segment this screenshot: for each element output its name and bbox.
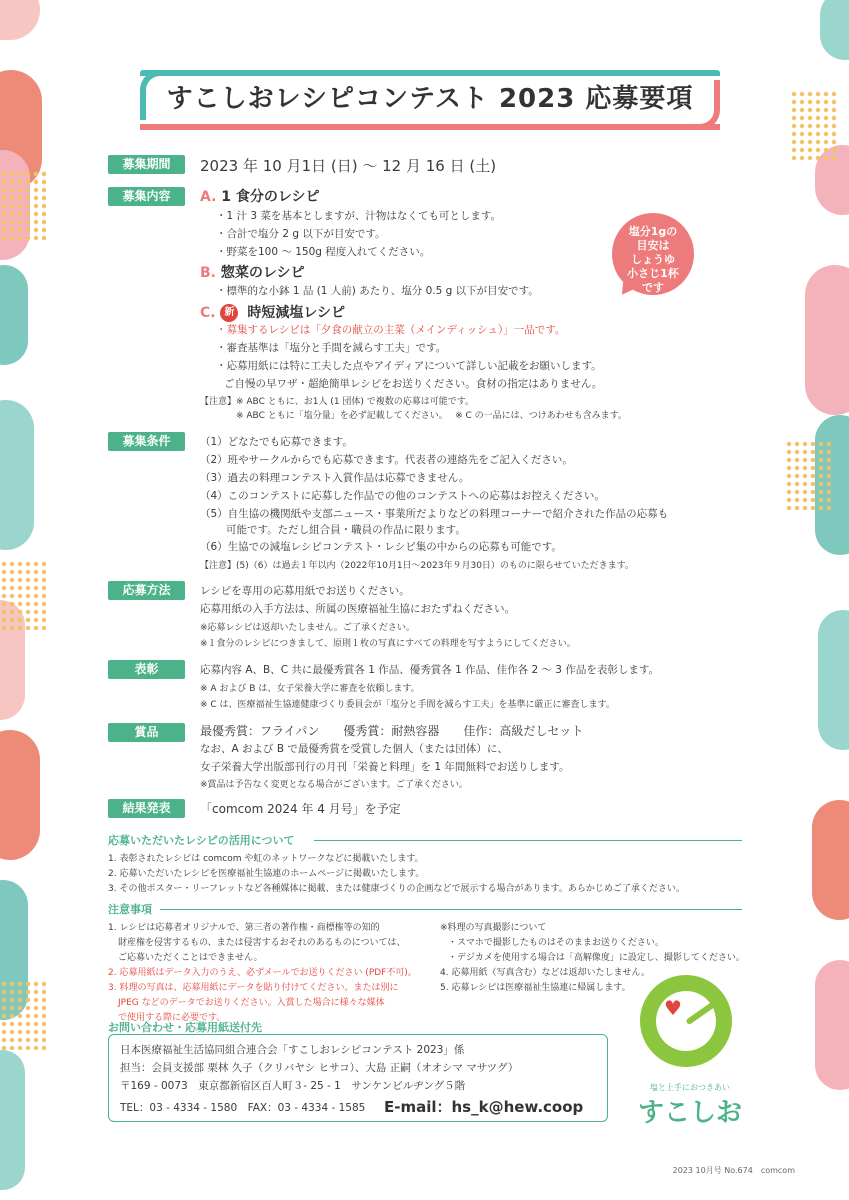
condition-item: （6）生協での減塩レシピコンテスト・レシピ集の中からの応募も可能です。: [200, 541, 562, 553]
category-c-item: ・応募用紙には特に工夫した点やアイディアについて詳しい記載をお願いします。: [216, 360, 602, 372]
caution-left-item: 2. 応募用紙はデータ入力のうえ、必ずメールでお送りください (PDF不可)。: [108, 968, 417, 978]
bubble-line: 塩分1gの: [628, 225, 678, 238]
prize-note: ※賞品は予告なく変更となる場合がございます。ご了承ください。: [200, 780, 468, 790]
decor-dots: [0, 170, 46, 240]
decor-blob: [812, 800, 849, 920]
caution-left-item: ご応募いただくことはできません。: [118, 953, 263, 963]
salt-tip-bubble: [612, 213, 694, 295]
new-badge: 新: [220, 304, 238, 322]
category-c-title: 時短減塩レシピ: [247, 305, 345, 321]
period-text: 2023 年 10 月1日 (日) ～ 12 月 16 日 (土): [200, 157, 497, 175]
section-label-prize: 賞品: [108, 723, 185, 742]
category-c-letter: C.: [200, 305, 216, 321]
caution-heading: 注意事項: [108, 903, 152, 916]
caution-left-item: 1. レシピは応募者オリジナルで、第三者の著作権・商標権等の知的: [108, 923, 380, 933]
award-line: 応募内容 A、B、C 共に最優秀賞各 1 作品、優秀賞各 1 作品、佳作各 2 ～ 3 作品を表彰します。: [200, 664, 659, 676]
decor-blob: [818, 610, 849, 750]
prize-line: 最優秀賞：フライパン 優秀賞：耐熱容器 佳作：高級だしセット: [200, 724, 584, 738]
category-c-heading: [200, 302, 345, 322]
category-a-heading: [200, 186, 320, 206]
caution-right-item: ※料理の写真撮影について: [440, 923, 547, 933]
category-c-item: ・募集するレシピは「夕食の献立の主菜（メインディッシュ）」一品です。: [216, 324, 566, 336]
bubble-line: 小さじ1杯: [627, 267, 679, 280]
logo-name: すこしお: [637, 1098, 742, 1128]
title-frame: [140, 70, 720, 130]
contact-email[interactable]: E-mail：hs_k@hew.coop: [384, 1098, 584, 1116]
contact-phone: TEL：03 - 4334 - 1580 FAX：03 - 4334 - 1585: [120, 1102, 366, 1114]
contact-address: 〒169 - 0073 東京都新宿区百人町３- 25 - 1 サンケンビルヂング５階: [120, 1080, 466, 1092]
category-a-item: ・野菜を100 ～ 150g 程度入れてください。: [216, 246, 431, 258]
category-c-item: ・審査基準は「塩分と手間を減らす工夫」です。: [216, 342, 447, 354]
prize-line: 女子栄養大学出版部刊行の月刊「栄養と料理」を 1 年間無料でお送りします。: [200, 761, 570, 773]
method-note: ※応募レシピは返却いたしません。ご了承ください。: [200, 623, 415, 633]
conditions-note: 【注意】(5)（6）は過去１年以内（2022年10月1日～2023年９月30日）のものに限らせていただきます。: [200, 561, 634, 571]
method-line: レシピを専用の応募用紙でお送りください。: [200, 585, 410, 597]
caution-right-item: 4. 応募用紙（写真含む）などは返却いたしません。: [440, 968, 650, 978]
category-a-letter: A.: [200, 189, 217, 205]
caution-right-item: ・デジカメを使用する場合は「高解像度」に設定し、撮影してください。: [448, 953, 745, 963]
caution-right-item: ・スマホで撮影したものはそのままお送りください。: [448, 938, 664, 948]
method-line: 応募用紙の入手方法は、所属の医療福祉生協におたずねください。: [200, 603, 515, 615]
method-note: ※１食分のレシピにつきまして、原則１枚の写真にすべての料理を写すようにしてください。: [200, 639, 576, 649]
caution-rule: [160, 909, 742, 910]
section-label-conditions: 募集条件: [108, 432, 185, 451]
bubble-line: しょうゆ: [631, 253, 675, 266]
result-text: 「comcom 2024 年 4 月号」を予定: [200, 802, 401, 816]
category-a-title: 1 食分のレシピ: [221, 189, 320, 205]
award-note: ※ A および B は、女子栄養大学に審査を依頼します。: [200, 684, 420, 694]
title-rule-bottom: [140, 124, 720, 130]
decor-blob: [0, 730, 40, 860]
caution-right-item: 5. 応募レシピは医療福祉生協連に帰属します。: [440, 983, 631, 993]
condition-item: （1）どなたでも応募できます。: [200, 436, 353, 448]
category-c-item: ご自慢の早ワザ・超絶簡単レシピをお送りください。食材の指定はありません。: [224, 378, 603, 390]
section-label-award: 表彰: [108, 660, 185, 679]
logo-tagline: 塩と上手におつきあい: [650, 1083, 730, 1092]
decor-blob: [815, 960, 849, 1090]
category-b-item: ・標準的な小鉢 1 品 (1 人前) あたり、塩分 0.5 g 以下が目安です。: [216, 285, 539, 297]
category-b-title: 惣菜のレシピ: [220, 265, 305, 281]
category-b-letter: B.: [200, 265, 216, 281]
decor-dots: [0, 980, 46, 1050]
usage-item: 2. 応募いただいたレシピを医療福祉生協連のホームページに掲載いたします。: [108, 869, 425, 879]
caution-left-item: 財産権を侵害するもの、または侵害するおそれのあるものについては、: [118, 938, 406, 948]
condition-item: （5）自生協の機関紙や支部ニュース・事業所だよりなどの料理コーナーで紹介された作品の応募も: [200, 508, 669, 520]
decor-dots: [785, 440, 831, 510]
decor-blob: [0, 0, 40, 40]
usage-heading: 応募いただいたレシピの活用について: [108, 834, 295, 847]
condition-item: （3）過去の料理コンテスト入賞作品は応募できません。: [200, 472, 470, 484]
bubble-line: 目安は: [636, 239, 670, 252]
bubble-line: です: [642, 281, 664, 294]
caution-left-item: 3. 料理の写真は、応募用紙にデータを貼り付けてください。または別に: [108, 983, 399, 993]
usage-item: 1. 表彰されたレシピは comcom や虹のネットワークなどに掲載いたします。: [108, 854, 424, 864]
page-title: すこしおレシピコンテスト 2023 応募要項: [166, 84, 694, 114]
category-a-item: ・合計で塩分 2 g 以下が目安です。: [216, 228, 386, 240]
category-a-item: ・1 汁 3 菜を基本としますが、汁物はなくても可とします。: [216, 210, 502, 222]
decor-blob: [0, 400, 34, 550]
decor-blob: [805, 265, 849, 415]
caution-left-item: JPEG などのデータでお送りください。入賞した場合に様々な媒体: [118, 998, 385, 1008]
heart-icon: ♥: [664, 996, 682, 1020]
section-label-method: 応募方法: [108, 581, 185, 600]
decor-blob: [0, 1050, 25, 1190]
caution-left-item: で使用する際に必要です。: [118, 1013, 226, 1023]
content-note: 【注意】※ ABC ともに、お1人 (1 団体) で複数の応募は可能です。: [200, 397, 475, 407]
decor-dots: [790, 90, 836, 160]
condition-item: （4）このコンテストに応募した作品での他のコンテストへの応募はお控えください。: [200, 490, 605, 502]
usage-rule: [314, 840, 742, 841]
page-footer: 2023 10月号 No.674 comcom: [672, 1166, 795, 1175]
content-note: ※ ABC ともに「塩分量」を必ず記載してください。 ※ C の一品には、つけあわせも含みます。: [236, 411, 627, 421]
contact-heading: お問い合わせ・応募用紙送付先: [108, 1021, 262, 1034]
contact-staff: 担当：会員支援部 栗林 久子（クリバヤシ ヒサコ）、大島 正嗣（オオシマ マサツグ）: [120, 1062, 519, 1074]
section-label-result: 結果発表: [108, 799, 185, 818]
condition-item: 可能です。ただし組合員・職員の作品に限ります。: [226, 524, 466, 536]
decor-blob: [0, 265, 28, 365]
category-b-heading: [200, 262, 305, 282]
award-note: ※ C は、医療福祉生協連健康づくり委員会が「塩分と手間を減らす工夫」を基準に厳正に審査します。: [200, 700, 615, 710]
section-label-period: 募集期間: [108, 155, 185, 174]
prize-line: なお、A および B で最優秀賞を受賞した個人（または団体）に、: [200, 743, 508, 755]
section-label-content: 募集内容: [108, 187, 185, 206]
usage-item: 3. その他ポスター・リーフレットなど各種媒体に掲載、または健康づくりの企画などで展示する場合があります。あらかじめご了承ください。: [108, 884, 685, 894]
contact-org: 日本医療福祉生活協同組合連合会「すこしおレシピコンテスト 2023」係: [120, 1044, 465, 1056]
decor-dots: [0, 560, 46, 630]
condition-item: （2）班やサークルからでも応募できます。代表者の連絡先をご記入ください。: [200, 454, 573, 466]
decor-blob: [820, 0, 849, 60]
